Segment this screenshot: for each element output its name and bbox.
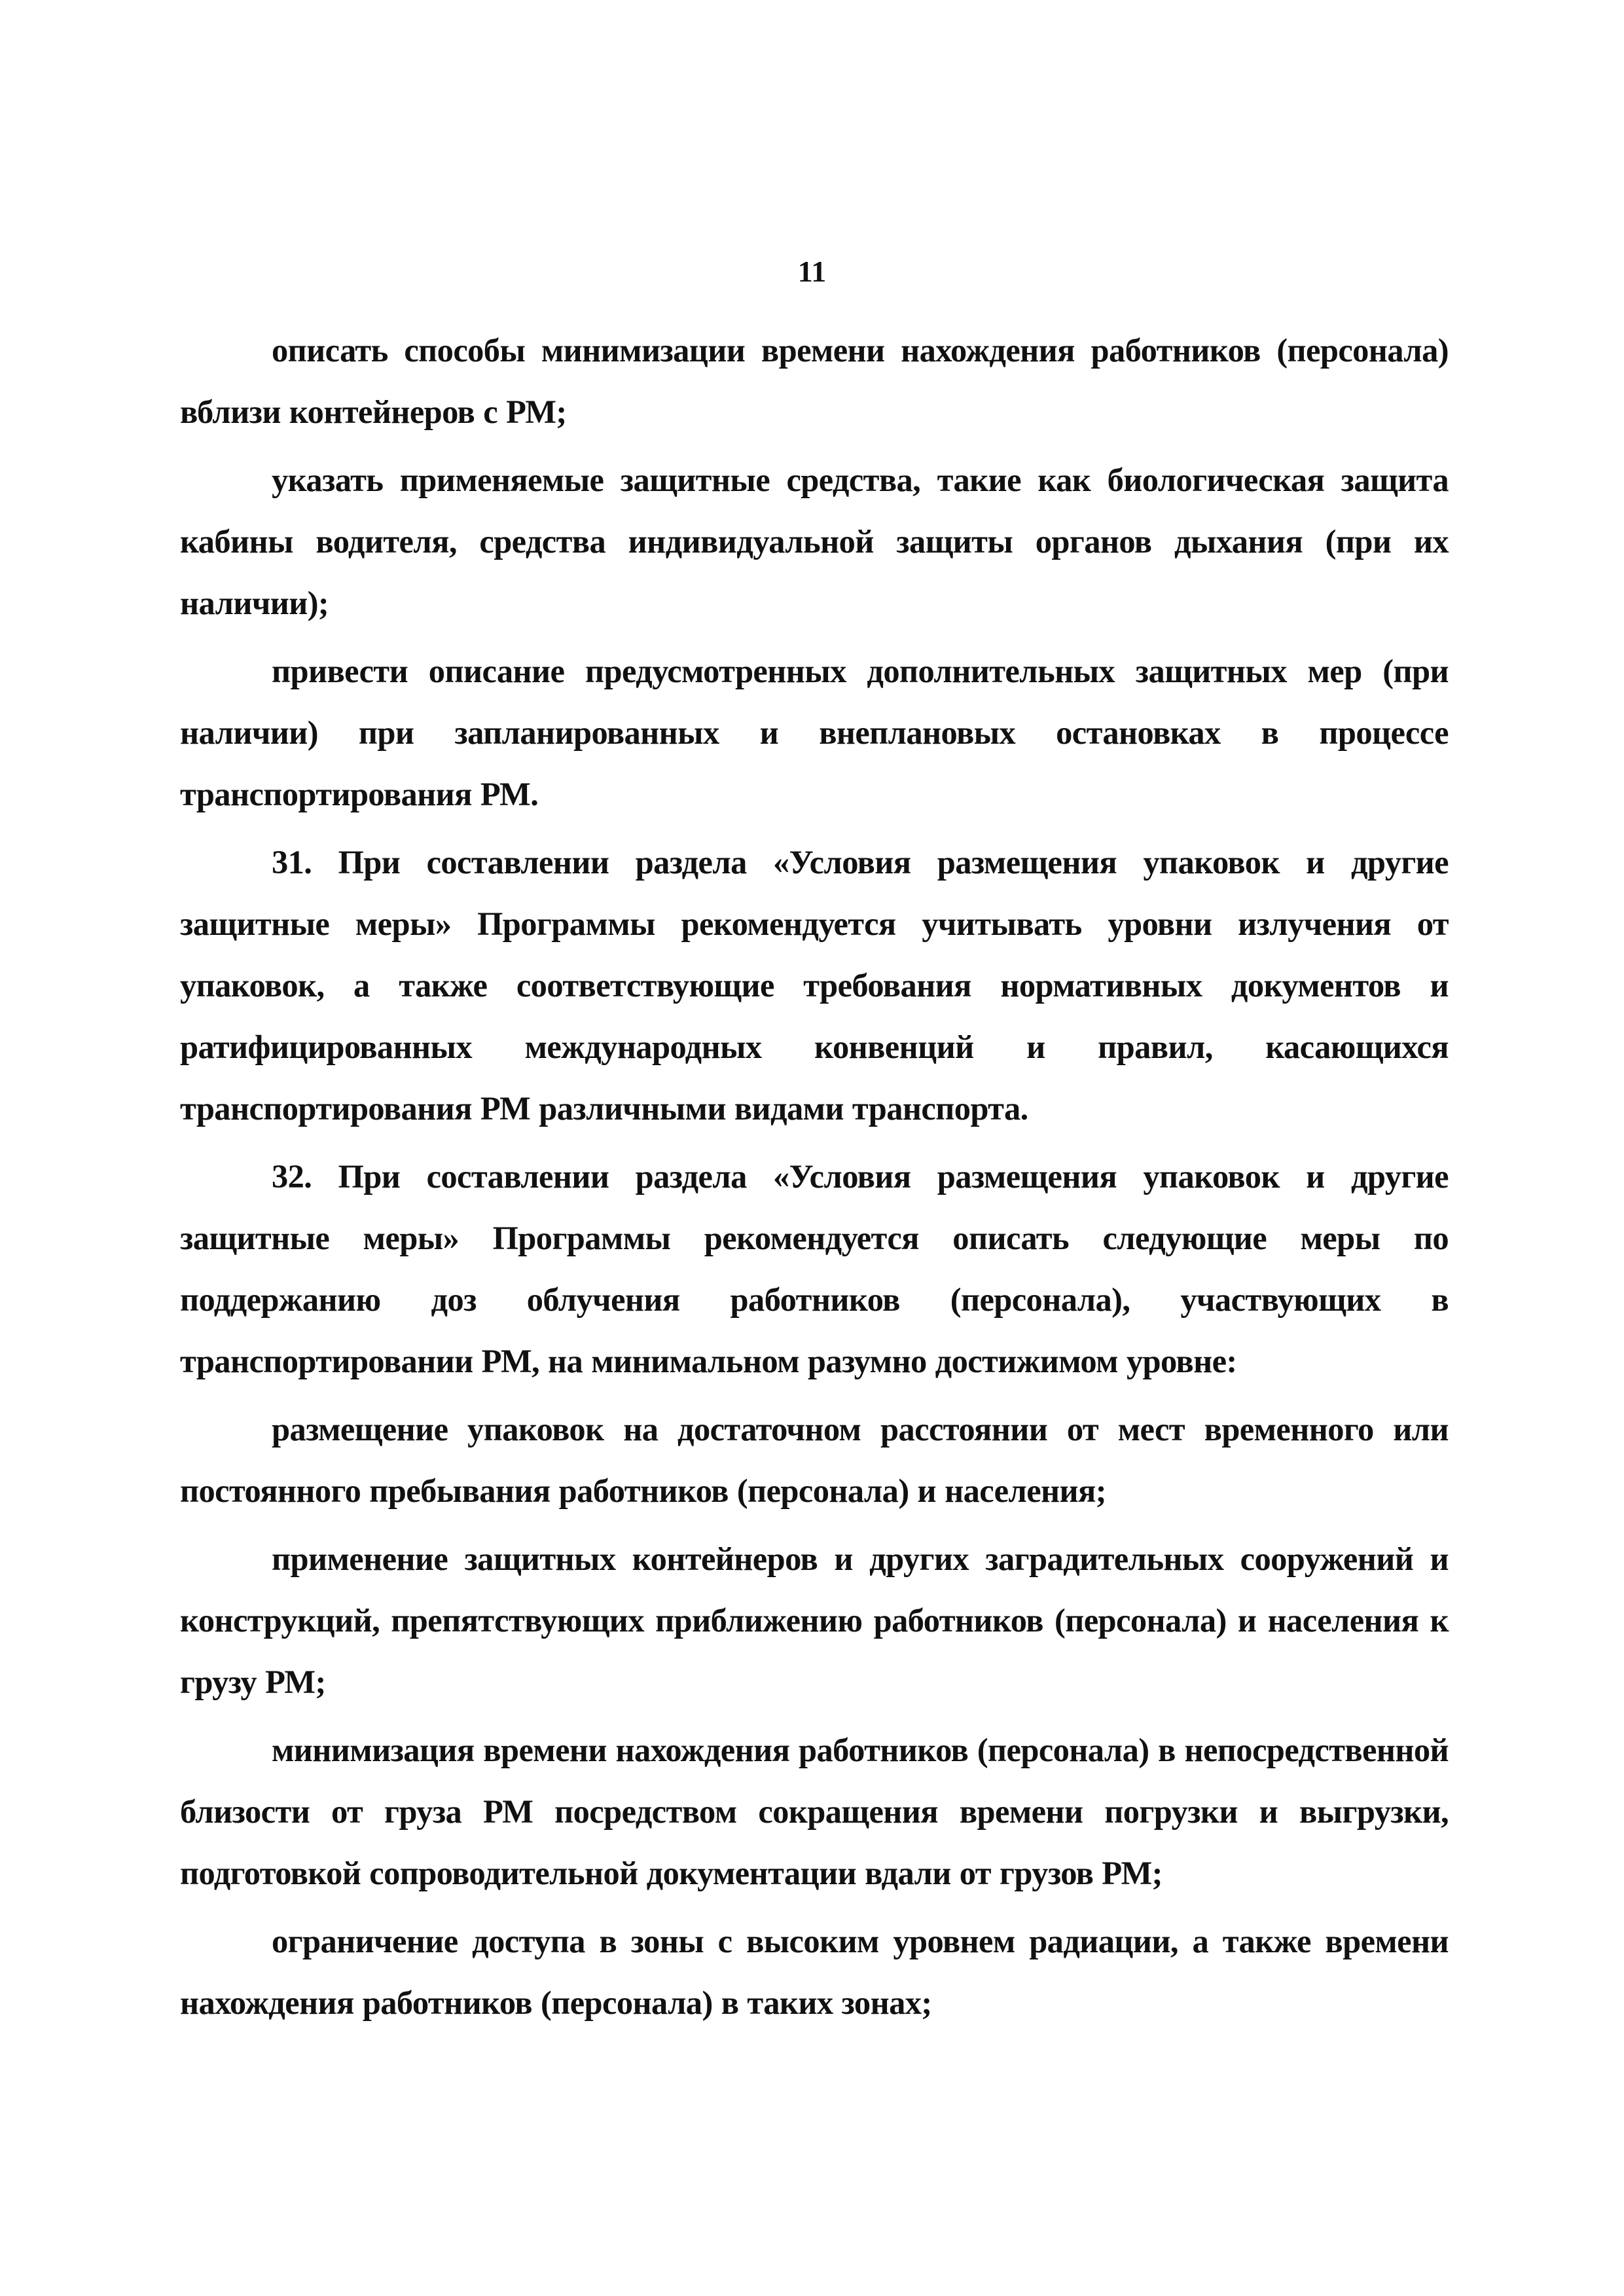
document-body	[180, 319, 1449, 2040]
page-number: 11	[797, 255, 827, 288]
paragraph-additional-measures: привести описание предусмотренных дополнительных защитных мер (при наличии) при запланированных и внеплановых остановках в процессе транспортирования РМ.	[180, 653, 1449, 812]
paragraph-protective-means: указать применяемые защитные средства, такие как биологическая защита кабины водителя, средства индивидуальной защиты органов дыхания (при их наличии);	[180, 462, 1449, 621]
paragraph-shielding-containers: применение защитных контейнеров и других заградительных сооружений и конструкций, препятствующих приближению работников (персонала) и населения к грузу РМ;	[180, 1540, 1449, 1700]
paragraph-item-31: 31. При составлении раздела «Условия размещения упаковок и другие защитные меры» Программы рекомендуется учитывать уровни излучения от упаковок, а также соответствующие требования нормативных документов и ратифицированных международных конвенций и правил, касающихся транспортирования РМ различными видами транспорта.	[180, 844, 1449, 1127]
paragraph-containers-time: описать способы минимизации времени нахождения работников (персонала) вблизи контейнеров с РМ;	[180, 332, 1449, 430]
paragraph-access-restriction: ограничение доступа в зоны с высоким уровнем радиации, а также времени нахождения работников (персонала) в таких зонах;	[180, 1923, 1449, 2021]
paragraph-package-placement: размещение упаковок на достаточном расстоянии от мест временного или постоянного пребывания работников (персонала) и населения;	[180, 1411, 1449, 1509]
paragraph-item-32: 32. При составлении раздела «Условия размещения упаковок и другие защитные меры» Программы рекомендуется описать следующие меры по поддержанию доз облучения работников (персонала), участвующих в транспортировании РМ, на минимальном разумно достижимом уровне:	[180, 1158, 1449, 1379]
paragraph-time-minimization: минимизация времени нахождения работников (персонала) в непосредственной близости от груза РМ посредством сокращения времени погрузки и выгрузки, подготовкой сопроводительной документации вдали от грузов РМ;	[180, 1732, 1449, 1891]
